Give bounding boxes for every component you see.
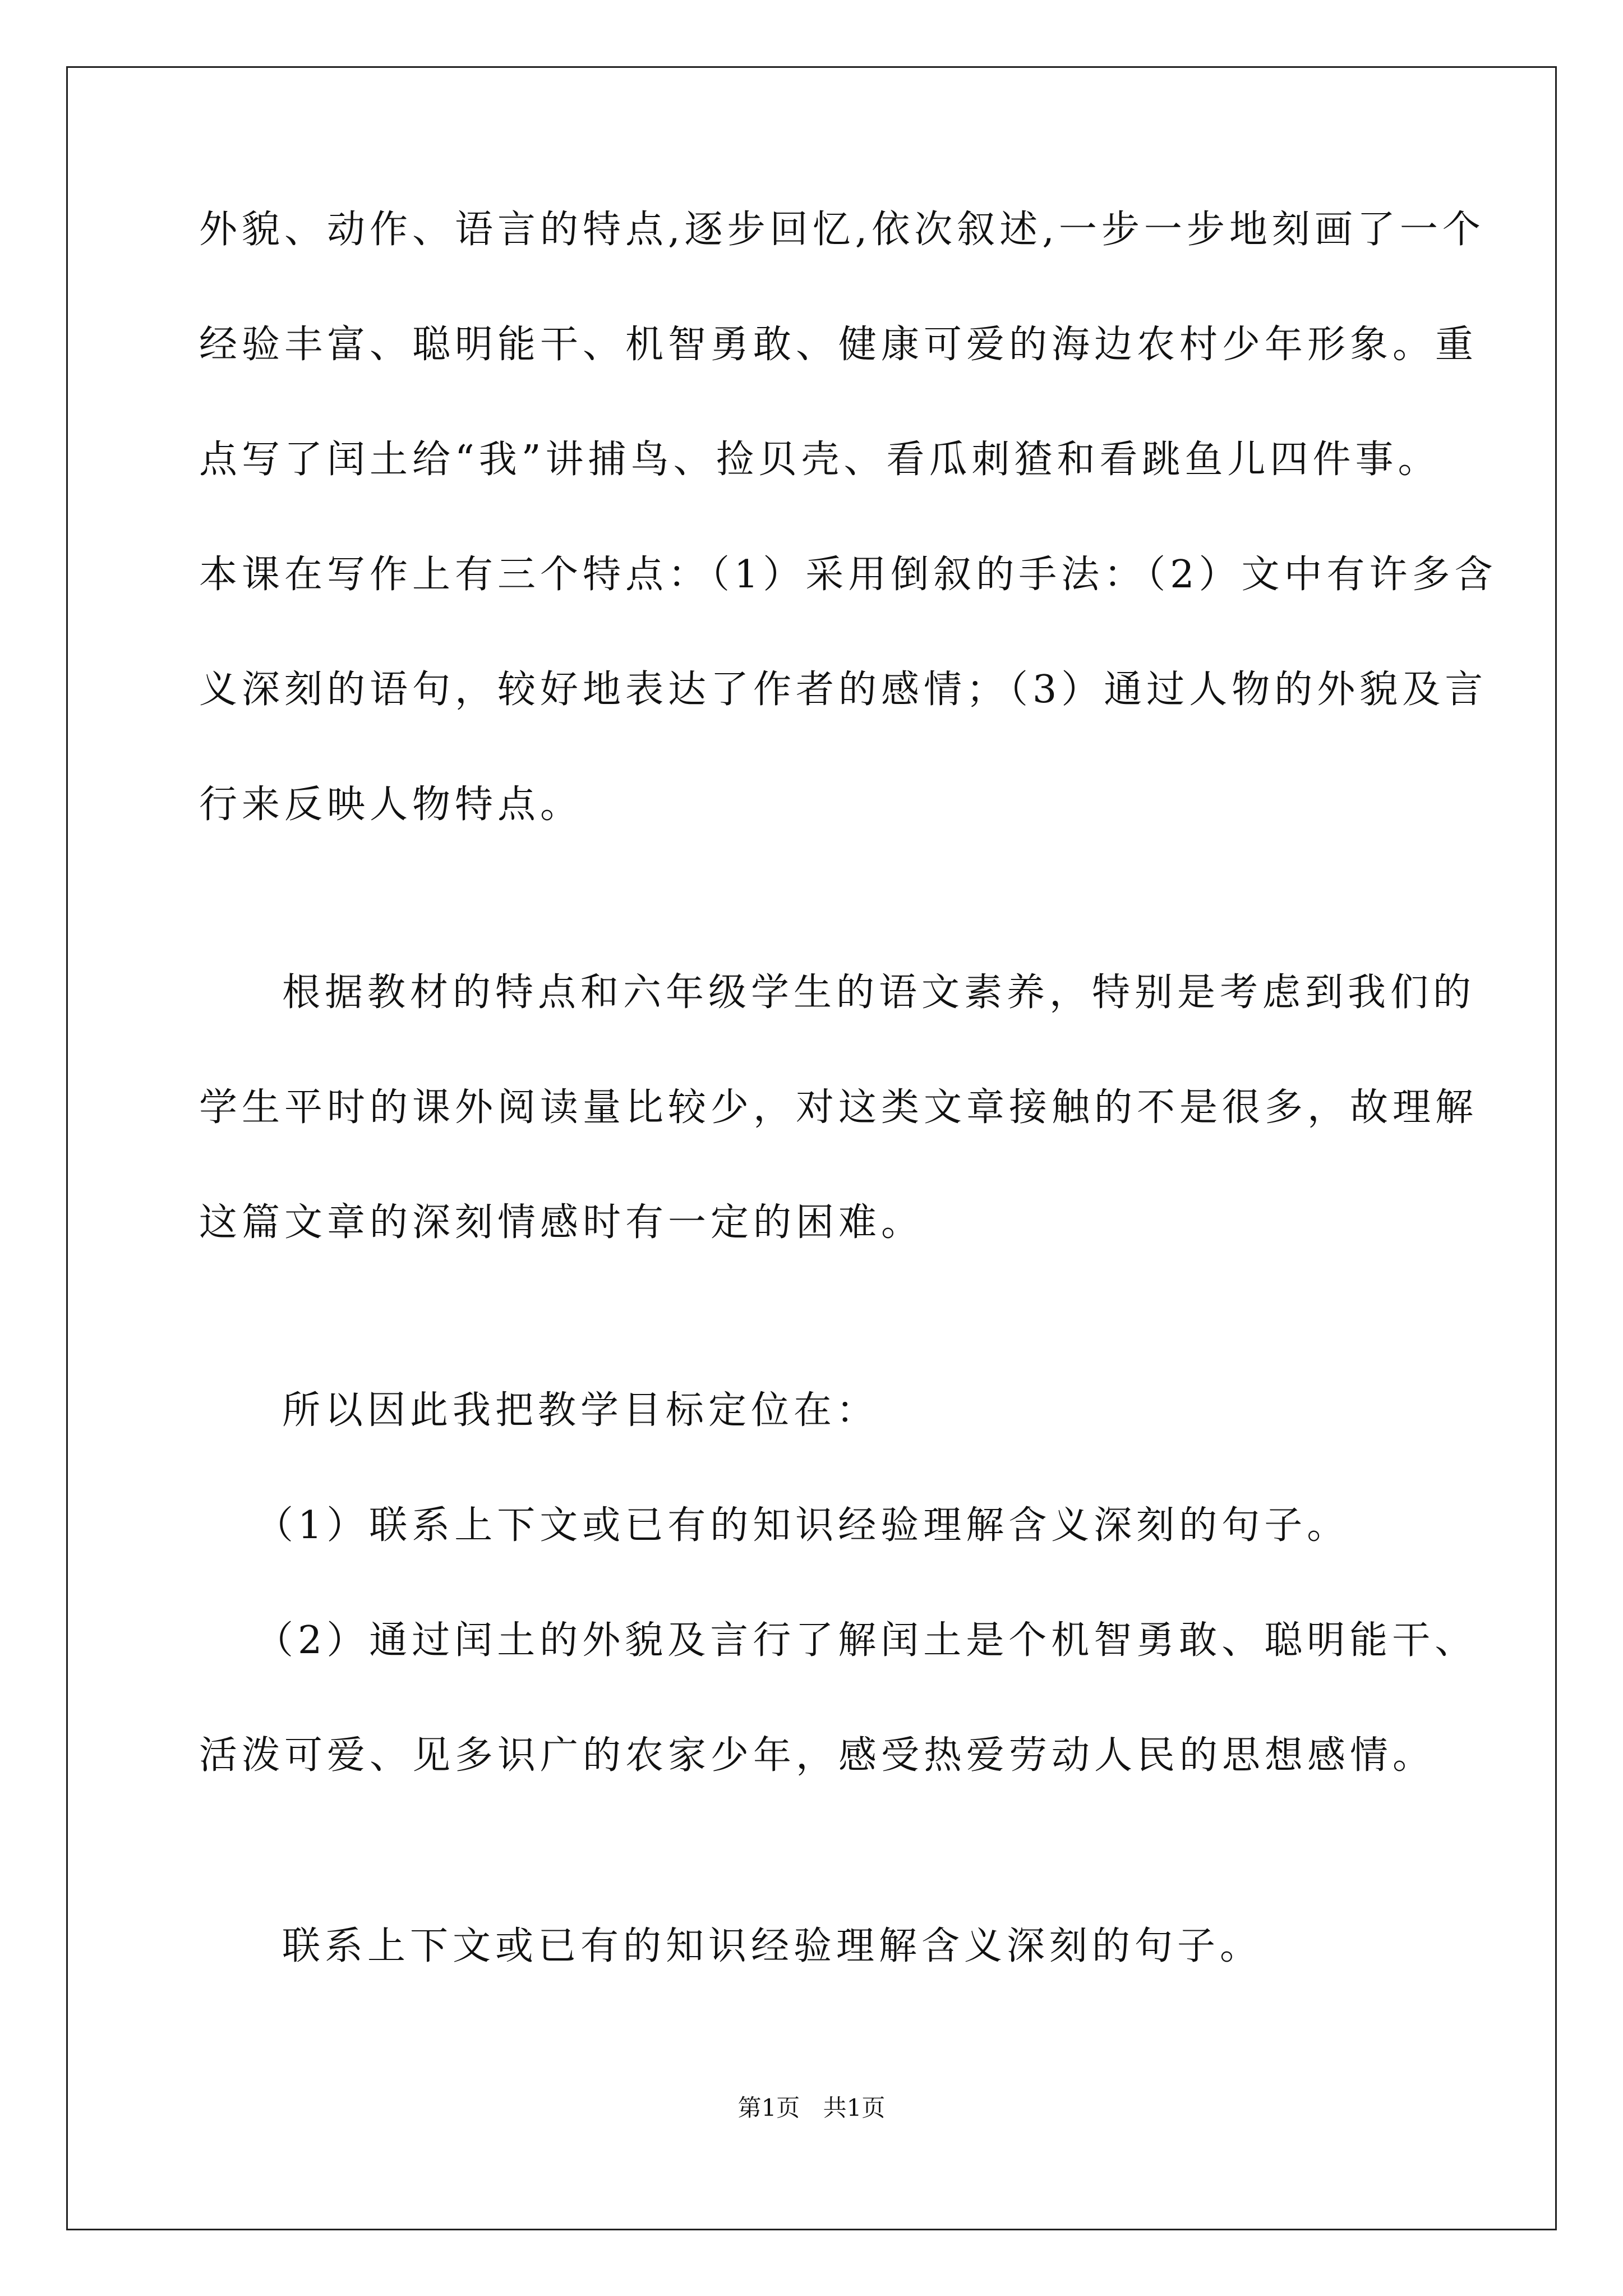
text-line: （1）联系上下文或已有的知识经验理解含义深刻的句子。 — [255, 1503, 1350, 1548]
text-line: 活泼可爱、见多识广的农家少年，感受热爱劳动人民的思想感情。 — [199, 1733, 1436, 1778]
text-line: 所以因此我把教学目标定位在： — [282, 1388, 879, 1433]
text-line: 义深刻的语句，较好地表达了作者的感情；（3）通过人物的外貌及言 — [199, 668, 1488, 712]
text-line: 联系上下文或已有的知识经验理解含义深刻的句子。 — [282, 1924, 1263, 1968]
text-line: 学生平时的课外阅读量比较少，对这类文章接触的不是很多，故理解 — [199, 1085, 1478, 1130]
page-footer — [0, 2091, 1623, 2125]
page-total: 共1页 — [823, 2094, 886, 2122]
text-line: 根据教材的特点和六年级学生的语文素养，特别是考虑到我们的 — [282, 970, 1476, 1015]
text-line: 点写了闰土给“我”讲捕鸟、捡贝壳、看瓜刺猹和看跳鱼儿四件事。 — [199, 438, 1441, 482]
text-line: 外貌、动作、语言的特点,逐步回忆,依次叙述,一步一步地刻画了一个 — [199, 208, 1485, 252]
page-number: 第1页 — [737, 2094, 800, 2122]
text-line: 这篇文章的深刻情感时有一定的困难。 — [199, 1200, 924, 1245]
page-border — [66, 66, 1557, 2230]
text-line: （2）通过闰土的外貌及言行了解闰土是个机智勇敢、聪明能干、 — [255, 1618, 1478, 1663]
text-line: 本课在写作上有三个特点：（1）采用倒叙的手法：（2）文中有许多含 — [199, 553, 1497, 597]
text-line: 行来反映人物特点。 — [199, 783, 583, 827]
text-line: 经验丰富、聪明能干、机智勇敢、健康可爱的海边农村少年形象。重 — [199, 323, 1478, 367]
